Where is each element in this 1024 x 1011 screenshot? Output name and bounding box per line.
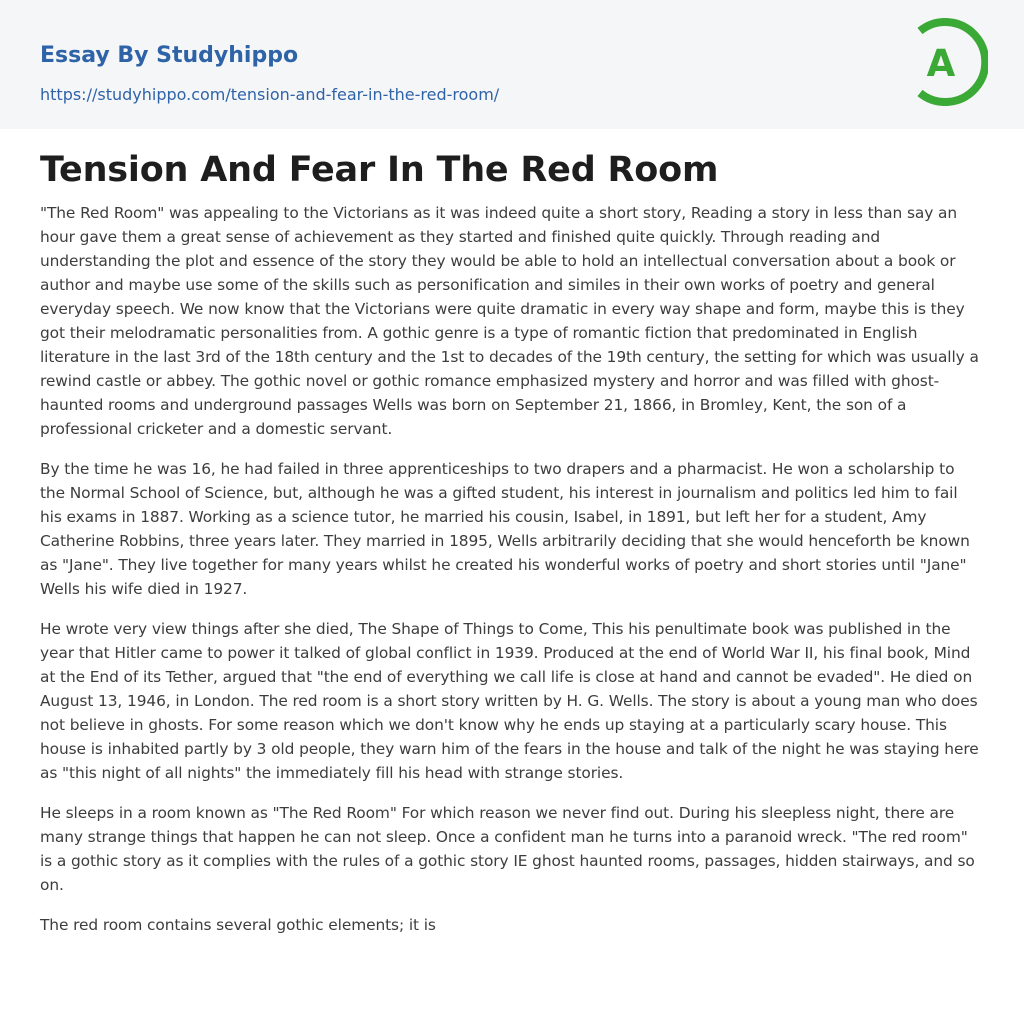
essay-url-link[interactable]: https://studyhippo.com/tension-and-fear-in-the-red-room/ — [40, 85, 500, 104]
logo-letter: A — [926, 42, 956, 85]
essay-paragraph: The red room contains several gothic elements; it is — [40, 916, 436, 934]
studyhippo-logo-icon[interactable] — [910, 18, 988, 106]
essay-title: Tension And Fear In The Red Room — [40, 150, 719, 190]
essay-paragraph: He sleeps in a room known as "The Red Room" For which reason we never find out. During his sleepless night, there are many strange things that happen he can not sleep. Once a confident man he turns into a paranoid wreck. "The red room" is a gothic story as it complies with the rules of a gothic story IE ghost haunted rooms, passages, hidden stairways, and so on. — [40, 804, 975, 894]
essay-paragraph: He wrote very view things after she died, The Shape of Things to Come, This his penultimate book was published in the year that Hitler came to power it talked of global conflict in 1939. Produced at the end of World War II, his final book, Mind at the End of its Tether, argued that "the end of everything we call life is close at hand and cannot be evaded". He died on August 13, 1946, in London. The red room is a short story written by H. G. Wells. The story is about a young man who does not believe in ghosts. For some reason which we don't know why he ends up staying at a particularly scary house. This house is inhabited partly by 3 old people, they warn him of the fears in the house and talk of the night he was staying here as "this night of all nights" the immediately fill his head with strange stories. — [40, 620, 979, 782]
essay-content — [0, 129, 1024, 937]
essay-paragraph: By the time he was 16, he had failed in three apprenticeships to two drapers and a pharmacist. He won a scholarship to the Normal School of Science, but, although he was a gifted student, his interest in journalism and politics led him to fail his exams in 1887. Working as a science tutor, he married his cousin, Isabel, in 1891, but left her for a student, Amy Catherine Robbins, three years later. They married in 1895, Wells arbitrarily deciding that she would henceforth be known as "Jane". They live together for many years whilst he created his wonderful works of poetry and short stories until "Jane" Wells his wife died in 1927. — [40, 460, 970, 598]
site-brand[interactable]: Essay By Studyhippo — [40, 43, 299, 68]
essay-paragraph: "The Red Room" was appealing to the Victorians as it was indeed quite a short story, Reading a story in less than say an hour gave them a great sense of achievement as they started and finished quite quickly. Through reading and understanding the plot and essence of the story they would be able to hold an intellectual conversation about a book or author and maybe use some of the skills such as personification and similes in their own works of poetry and general everyday speech. We now know that the Victorians were quite dramatic in every way shape and form, maybe this is they got their melodramatic personalities from. A gothic genre is a type of romantic fiction that predominated in English literature in the last 3rd of the 18th century and the 1st to decades of the 19th century, the setting for which was usually a rewind castle or abbey. The gothic novel or gothic romance emphasized mystery and horror and was filled with ghost-haunted rooms and underground passages Wells was born on September 21, 1866, in Bromley, Kent, the son of a professional cricketer and a domestic servant. — [40, 204, 979, 438]
page-header — [0, 0, 1024, 129]
